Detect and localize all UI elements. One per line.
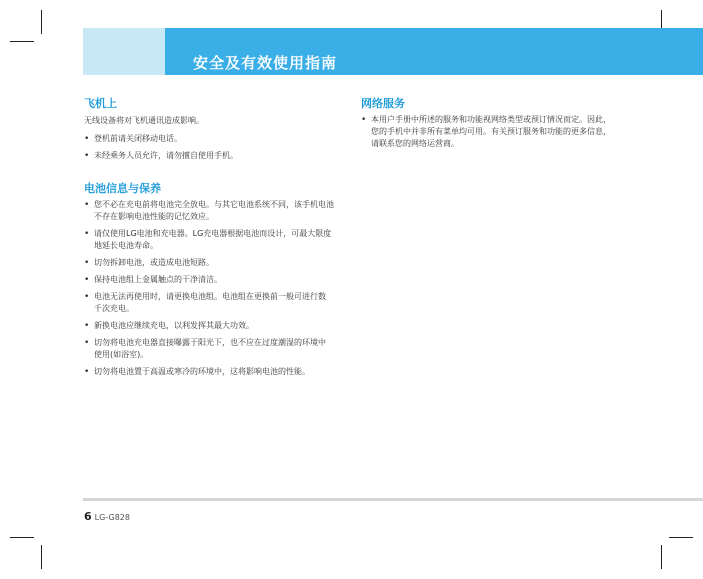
section-title-airplane: 飞机上 [84, 97, 117, 110]
list-item: • 您不必在充电前将电池完全放电。与其它电池系统不同，该手机电池 不存在影响电池性能的记忆效应。 [84, 200, 334, 221]
list-item: • 未经乘务人员允许，请勿擅自使用手机。 [84, 151, 238, 161]
bullet-icon: • [84, 200, 90, 210]
page-footer [84, 505, 130, 524]
section-title-battery: 电池信息与保养 [84, 182, 161, 195]
battery-list [84, 199, 354, 383]
list-item: • 切勿拆卸电池，或造成电池短路。 [84, 258, 214, 268]
model-name: LG-G828 [94, 513, 130, 522]
crop-mark [41, 545, 42, 569]
bullet-icon: • [84, 258, 90, 268]
bullet-icon: • [84, 367, 90, 377]
section-title-network: 网络服务 [361, 97, 405, 110]
footer-divider [83, 498, 703, 501]
crop-mark [669, 537, 693, 538]
page-title: 安全及有效使用指南 [193, 54, 338, 72]
bullet-icon: • [84, 151, 90, 161]
airplane-intro: 无线设备将对飞机通讯造成影响。 [84, 116, 204, 125]
list-item: • 保持电池组上金属触点的干净清洁。 [84, 275, 222, 285]
bullet-icon: • [84, 292, 90, 302]
crop-mark [10, 41, 34, 42]
crop-mark [661, 545, 662, 569]
bullet-icon: • [84, 275, 90, 285]
airplane-list [84, 133, 354, 167]
crop-mark [10, 537, 34, 538]
list-item: • 切勿将电池置于高温或寒冷的环境中，这将影响电池的性能。 [84, 367, 310, 377]
bullet-icon: • [361, 115, 367, 125]
list-item: • 本用户手册中所述的服务和功能视网络类型或预订情况而定。因此， 您的手机中并非所有菜单均可用。有关预订服务和功能的更多信息， 请联系您的网络运营商。 [361, 115, 611, 148]
list-item: • 电池无法再使用时，请更换电池组。电池组在更换前一般可进行数 千次充电。 [84, 292, 326, 313]
list-item: • 切勿将电池充电器直接曝露于阳光下，也不应在过度潮湿的环境中 使用(如浴室)。 [84, 338, 326, 359]
list-item: • 新换电池应继续充电，以利发挥其最大功效。 [84, 321, 254, 331]
network-list [361, 114, 651, 155]
crop-mark [41, 10, 42, 34]
bullet-icon: • [84, 321, 90, 331]
header-accent-block [83, 28, 165, 75]
list-item: • 请仅使用LG电池和充电器。LG充电器根据电池而设计，可最大限度 地延长电池寿命。 [84, 229, 332, 250]
bullet-icon: • [84, 229, 90, 239]
list-item: • 登机前请关闭移动电话。 [84, 134, 182, 144]
bullet-icon: • [84, 134, 90, 144]
page-number: 6 [84, 510, 92, 523]
bullet-icon: • [84, 338, 90, 348]
